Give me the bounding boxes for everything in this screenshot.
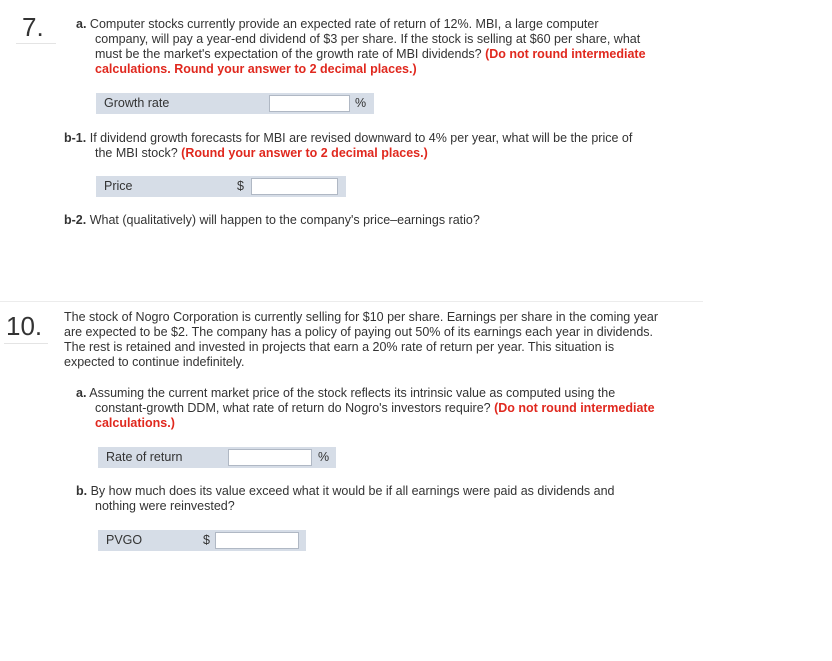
q10-intro-line2: are expected to be $2. The company has a policy of paying out 50% of its earnings each year in dividends. bbox=[64, 325, 654, 339]
q10b-answer-row bbox=[98, 530, 306, 551]
q7a-answer-row bbox=[96, 93, 374, 114]
q10b-text bbox=[76, 484, 716, 514]
q10b-label: b. bbox=[76, 484, 88, 498]
q10a-line1: Assuming the current market price of the stock reflects its intrinsic value as computed using the bbox=[89, 386, 616, 400]
q7a-label: a. bbox=[76, 17, 87, 31]
growth-rate-input[interactable] bbox=[269, 95, 350, 112]
q7b1-instruction: (Round your answer to 2 decimal places.) bbox=[181, 146, 428, 160]
q10a-answer-label: Rate of return bbox=[106, 450, 183, 464]
question-7-divider bbox=[16, 43, 56, 44]
q7a-percent-unit: % bbox=[355, 96, 367, 110]
q7b1-dollar-prefix: $ bbox=[237, 179, 244, 193]
q10-intro-line3: The rest is retained and invested in projects that earn a 20% rate of return per year. This situation is bbox=[64, 340, 615, 354]
q7b1-label: b-1. bbox=[64, 131, 87, 145]
q10-intro-line4: expected to continue indefinitely. bbox=[64, 355, 245, 369]
q7a-instruction-part1: (Do not round intermediate bbox=[485, 47, 646, 61]
q7b1-answer-label: Price bbox=[104, 179, 133, 193]
q7b2-label: b-2. bbox=[64, 213, 87, 227]
q7b2-line1: What (qualitatively) will happen to the company's price–earnings ratio? bbox=[89, 213, 480, 227]
q7b1-line1: If dividend growth forecasts for MBI are revised downward to 4% per year, what will be the price of bbox=[89, 131, 633, 145]
question-10-divider bbox=[4, 343, 48, 344]
q10b-line1: By how much does its value exceed what it would be if all earnings were paid as dividends and bbox=[90, 484, 615, 498]
q10a-label: a. bbox=[76, 386, 87, 400]
q10a-answer-row bbox=[98, 447, 336, 468]
q10-intro-line1: The stock of Nogro Corporation is currently selling for $10 per share. Earnings per share in the coming year bbox=[64, 310, 659, 324]
q10b-dollar-prefix: $ bbox=[203, 533, 210, 547]
question-10-number: 10. bbox=[6, 311, 43, 341]
q10a-instruction-part1: (Do not round intermediate bbox=[494, 401, 655, 415]
pvgo-input[interactable] bbox=[215, 532, 299, 549]
q10-intro-text bbox=[64, 310, 694, 370]
q7b1-text bbox=[64, 131, 724, 161]
q7a-line3: must be the market's expectation of the growth rate of MBI dividends? bbox=[95, 47, 482, 61]
q7b1-line2: the MBI stock? bbox=[95, 146, 178, 160]
q7a-answer-label: Growth rate bbox=[104, 96, 170, 110]
rate-of-return-input[interactable] bbox=[228, 449, 312, 466]
q7a-line1: Computer stocks currently provide an expected rate of return of 12%. MBI, a large computer bbox=[89, 17, 599, 31]
q10a-percent-unit: % bbox=[318, 450, 330, 464]
question-7-number: 7. bbox=[22, 12, 44, 42]
question-10-separator bbox=[0, 301, 703, 302]
q7b1-answer-row bbox=[96, 176, 346, 197]
q7a-line2: company, will pay a year-end dividend of $3 per share. If the stock is selling at $60 per share, what bbox=[95, 32, 641, 46]
q10b-line2: nothing were reinvested? bbox=[95, 499, 235, 513]
q10a-text bbox=[76, 386, 716, 431]
q10a-instruction-part2: calculations.) bbox=[95, 416, 175, 430]
price-input[interactable] bbox=[251, 178, 338, 195]
q7b2-text bbox=[64, 213, 724, 228]
q7a-text bbox=[76, 17, 716, 77]
q7a-instruction-part2: calculations. Round your answer to 2 decimal places.) bbox=[95, 62, 417, 76]
q10b-answer-label: PVGO bbox=[106, 533, 143, 547]
q10a-line2: constant-growth DDM, what rate of return do Nogro's investors require? bbox=[95, 401, 491, 415]
